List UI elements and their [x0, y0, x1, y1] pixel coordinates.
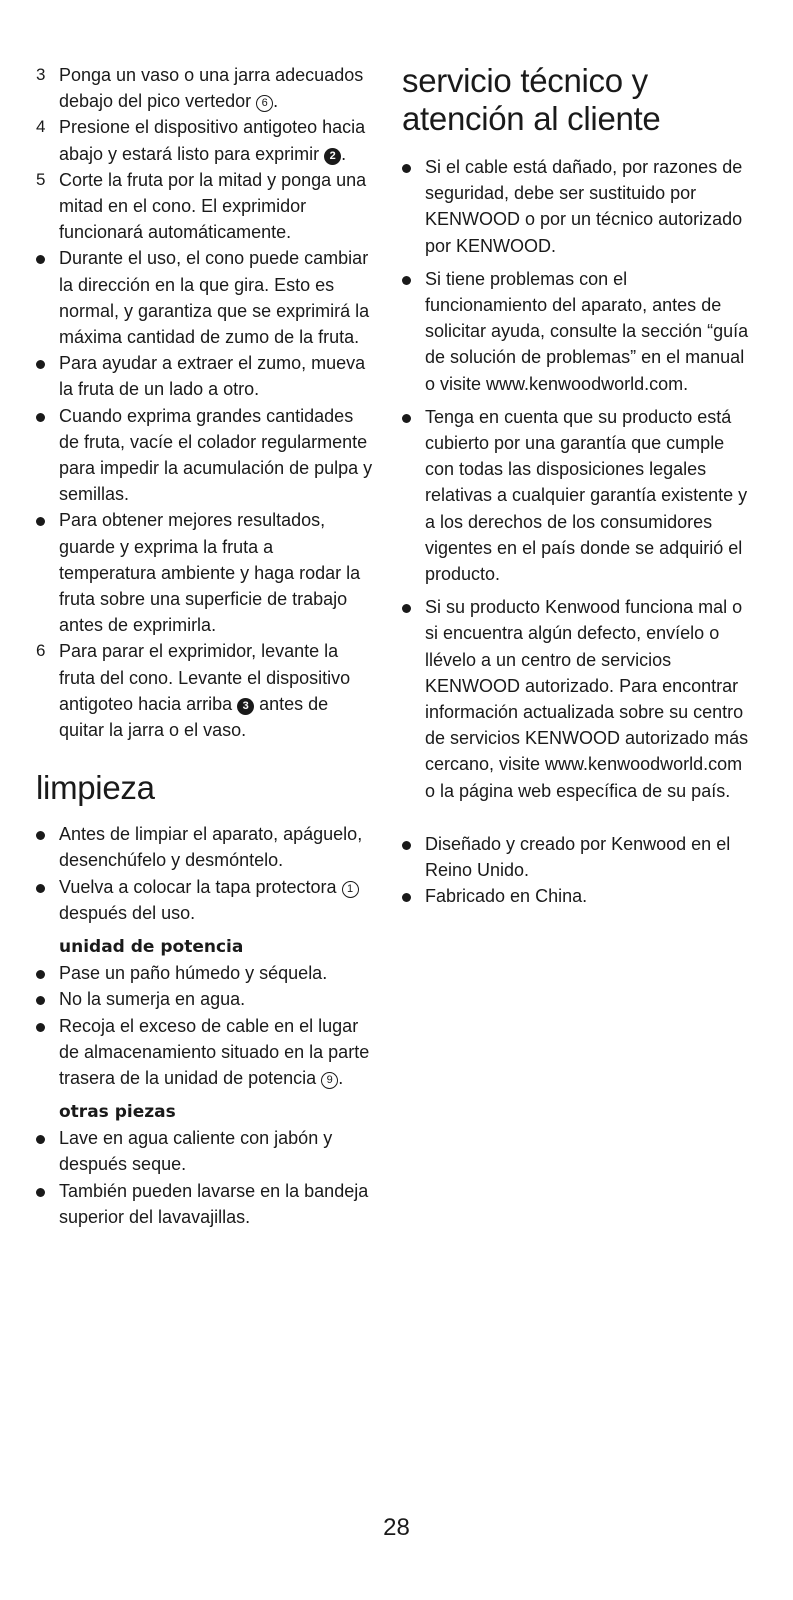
- list-item: Diseñado y creado por Kenwood en el Reino Unido.: [402, 831, 752, 883]
- list-item: Lave en agua caliente con jabón y después seque.: [36, 1125, 374, 1177]
- step-text: Corte la fruta por la mitad y ponga una mitad en el cono. El exprimidor funcionará automáticamente.: [59, 169, 367, 243]
- step-5: [36, 167, 374, 246]
- subheading-otras-piezas: otras piezas: [59, 1102, 176, 1123]
- step-text: Ponga un vaso o una jarra adecuados debajo del pico vertedor: [59, 65, 364, 112]
- bullet-icon: [36, 413, 45, 422]
- right-column: [402, 62, 752, 909]
- filled-circle-number-2-icon: 2: [324, 148, 341, 165]
- section-heading-servicio-tecnico: servicio técnico y atención al cliente: [402, 62, 661, 137]
- bullet-icon: [402, 604, 411, 613]
- step-3: 3 Ponga un vaso o una jarra adecuados debajo del pico vertedor 6 .: [36, 62, 374, 114]
- left-column: [36, 62, 374, 1230]
- list-item: Si el cable está dañado, por razones de seguridad, debe ser sustituido por KENWOOD o por un técnico autorizado por KENWOOD.: [402, 154, 752, 259]
- circled-number-9-icon: 9: [321, 1072, 338, 1089]
- list-item: Si su producto Kenwood funciona mal o si encuentra algún defecto, envíelo o llévelo a un centro de servicios KENWOOD autorizado. Para encontrar información actualizada sobre su centro de servicios KENWOOD autorizado más cercano, visite www.kenwoodworld.com o la página web específica de su país.: [402, 594, 752, 804]
- step-number: 5: [36, 169, 46, 189]
- bullet-icon: [36, 255, 45, 264]
- subheading-unidad-de-potencia: unidad de potencia: [59, 937, 244, 958]
- list-item: Para ayudar a extraer el zumo, mueva la fruta de un lado a otro.: [36, 350, 374, 402]
- bullet-icon: [36, 884, 45, 893]
- step-text: Presione el dispositivo antigoteo hacia abajo y estará listo para exprimir: [59, 117, 366, 164]
- bullet-icon: [402, 414, 411, 423]
- step-6: 6 Para parar el exprimidor, levante la fruta del cono. Levante el dispositivo antigoteo hacia arriba 3 antes de quitar la jarra o el vaso.: [36, 638, 374, 743]
- list-item: Fabricado en China.: [402, 883, 752, 909]
- bullet-icon: [402, 893, 411, 902]
- list-item: No la sumerja en agua.: [36, 986, 374, 1012]
- list-item: Para obtener mejores resultados, guarde y exprima la fruta a temperatura ambiente y haga rodar la fruta sobre una superficie de trabajo antes de exprimirla.: [36, 507, 374, 638]
- bullet-icon: [36, 1188, 45, 1197]
- bullet-icon: [36, 996, 45, 1005]
- bullet-icon: [402, 276, 411, 285]
- bullet-icon: [36, 831, 45, 840]
- list-item: Recoja el exceso de cable en el lugar de almacenamiento situado en la parte trasera de la unidad de potencia 9 .: [36, 1013, 374, 1092]
- step-number: 3: [36, 65, 46, 84]
- page-number: 28: [383, 1514, 410, 1541]
- filled-circle-number-3-icon: 3: [237, 698, 254, 715]
- list-item: Antes de limpiar el aparato, apáguelo, desenchúfelo y desmóntelo.: [36, 821, 374, 873]
- bullet-icon: [36, 1135, 45, 1144]
- list-item: Tenga en cuenta que su producto está cubierto por una garantía que cumple con todas las disposiciones legales relativas a cualquier garantía existente y a los derechos de los consumidores vigentes en el país donde se adquirió el producto.: [402, 404, 752, 587]
- list-item: También pueden lavarse en la bandeja superior del lavavajillas.: [36, 1178, 374, 1230]
- bullet-icon: [36, 970, 45, 979]
- bullet-icon: [36, 1023, 45, 1032]
- list-item: Pase un paño húmedo y séquela.: [36, 960, 374, 986]
- bullet-icon: [402, 164, 411, 173]
- step-number: 4: [36, 117, 46, 137]
- circled-number-6-icon: 6: [256, 95, 273, 112]
- bullet-icon: [36, 360, 45, 369]
- step-4: 4 Presione el dispositivo antigoteo hacia abajo y estará listo para exprimir 2 .: [36, 114, 374, 166]
- list-item: Cuando exprima grandes cantidades de fruta, vacíe el colador regularmente para impedir la acumulación de pulpa y semillas.: [36, 403, 374, 508]
- step-number: 6: [36, 641, 46, 661]
- bullet-icon: [402, 841, 411, 850]
- list-item: Durante el uso, el cono puede cambiar la dirección en la que gira. Esto es normal, y garantiza que se exprimirá la máxima cantidad de zumo de la fruta.: [36, 245, 374, 350]
- section-heading-limpieza: limpieza: [36, 769, 155, 807]
- list-item: Si tiene problemas con el funcionamiento del aparato, antes de solicitar ayuda, consulte la sección “guía de solución de problemas” en el manual o visite www.kenwoodworld.com.: [402, 266, 752, 397]
- circled-number-1-icon: 1: [342, 881, 359, 898]
- bullet-icon: [36, 517, 45, 526]
- step-text: Para parar el exprimidor, levante la fruta del cono. Levante el dispositivo antigoteo hacia arriba: [59, 641, 351, 714]
- list-item: Vuelva a colocar la tapa protectora 1 después del uso.: [36, 874, 374, 926]
